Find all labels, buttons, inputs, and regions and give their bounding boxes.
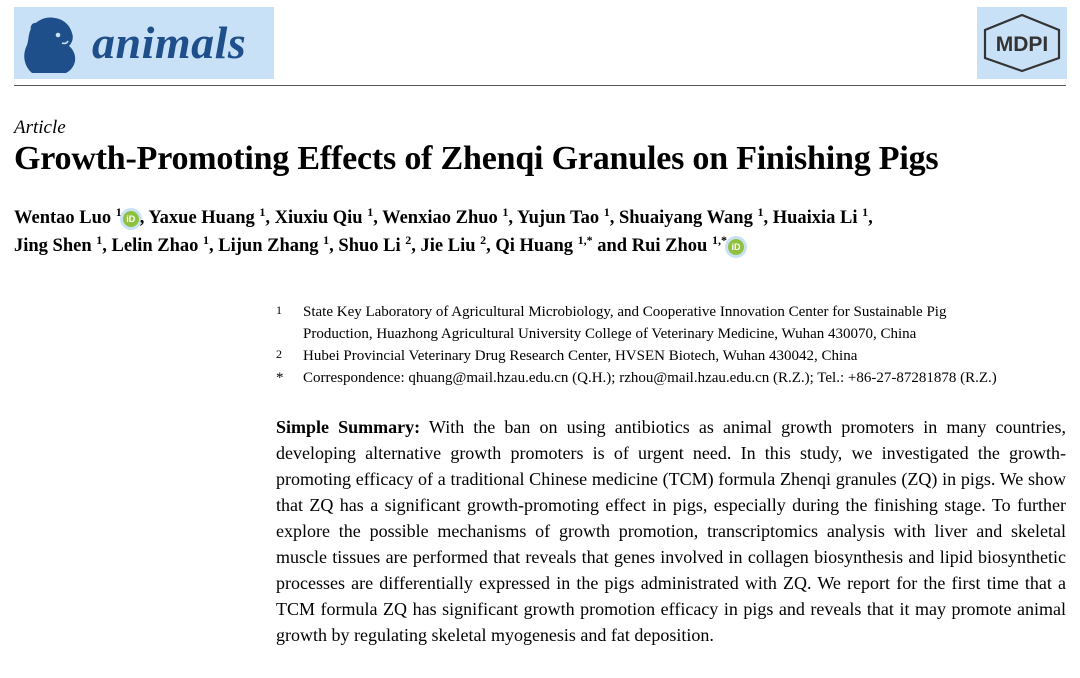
author-separator: , bbox=[609, 208, 619, 228]
author-name: Jing Shen bbox=[14, 236, 97, 256]
affiliation-line: Correspondence: qhuang@mail.hzau.edu.cn (Q.H.); rzhou@mail.hzau.edu.cn (R.Z.); Tel.: +86-27-87281878 (R.Z.) bbox=[303, 370, 997, 386]
affiliation-item bbox=[276, 301, 1076, 345]
author-name: Yujun Tao bbox=[516, 208, 604, 228]
author-separator: , bbox=[329, 236, 339, 256]
author-line-1 bbox=[14, 204, 1074, 232]
author-affiliation-mark: 1 bbox=[203, 233, 210, 247]
author-affiliation-mark: 1 bbox=[862, 205, 869, 219]
author-name: Wentao Luo bbox=[14, 208, 116, 228]
author-separator: , bbox=[102, 236, 112, 256]
author-affiliation-mark: 1 bbox=[603, 205, 610, 219]
author-name: Yaxue Huang bbox=[148, 208, 260, 228]
author-separator: , bbox=[508, 208, 517, 228]
author-affiliation-mark: 1 bbox=[115, 205, 122, 219]
author-separator: , bbox=[373, 208, 383, 228]
publisher-logo[interactable] bbox=[977, 7, 1067, 79]
affiliation-marker: * bbox=[276, 370, 284, 386]
simple-summary-label: Simple Summary: bbox=[276, 417, 421, 437]
author-name: Qi Huang bbox=[495, 236, 578, 256]
author-separator: , bbox=[265, 208, 275, 228]
author-separator: , bbox=[209, 236, 219, 256]
author-name: Lelin Zhao bbox=[111, 236, 204, 256]
author-affiliation-mark: 1 bbox=[323, 233, 330, 247]
journal-logo[interactable] bbox=[14, 7, 274, 79]
author-name: Shuaiyang Wang bbox=[618, 208, 758, 228]
author-affiliation-mark: 1 bbox=[367, 205, 374, 219]
author-separator: , bbox=[486, 236, 496, 256]
author-line-2 bbox=[14, 232, 1074, 260]
affiliation-text bbox=[303, 345, 1076, 367]
publisher-name: MDPI bbox=[995, 33, 1049, 56]
author-separator: , bbox=[411, 236, 421, 256]
author-affiliation-mark: 2 bbox=[480, 233, 487, 247]
author-affiliation-mark: 1 bbox=[96, 233, 103, 247]
author-affiliation-mark: 1 bbox=[259, 205, 266, 219]
author-separator: , bbox=[868, 208, 873, 228]
affiliation-item bbox=[276, 345, 1076, 367]
simple-summary-text: With the ban on using antibiotics as animal growth promoters in many countries, developing alternative growth promoters is of urgent need. In this study, we investigated the growth-promoting efficacy of a traditional Chinese medicine (TCM) formula Zhenqi granules (ZQ) in pigs. We show that ZQ has a significant growth-promoting effect in pigs, especially during the finishing stage. To further explore the possible mechanisms of growth promotion, transcriptomics analysis with liver and skeletal muscle tissues are performed that reveals that genes involved in collagen biosynthesis and lipid biosynthetic processes are differentially expressed in the pigs administrated with ZQ. We report for the first time that a TCM formula ZQ has significant growth promotion efficacy in pigs and reveals that it may promote animal growth by regulating skeletal myogenesis and fat deposition. bbox=[276, 417, 1066, 645]
simple-summary bbox=[276, 414, 1066, 648]
author-name: Shuo Li bbox=[338, 236, 406, 256]
mdpi-hexagon-icon bbox=[980, 12, 1064, 74]
affiliation-item bbox=[276, 367, 1076, 389]
affiliation-line: Production, Huazhong Agricultural University College of Veterinary Medicine, Wuhan 430070, China bbox=[303, 326, 917, 342]
author-separator: and bbox=[592, 236, 632, 256]
author-affiliation-mark: 2 bbox=[405, 233, 412, 247]
author-separator: , bbox=[139, 208, 149, 228]
affiliation-text bbox=[303, 301, 1076, 345]
article-title: Growth-Promoting Effects of Zhenqi Granules on Finishing Pigs bbox=[14, 140, 939, 177]
author-affiliation-mark: 1 bbox=[757, 205, 764, 219]
author-affiliation-mark: 1,* bbox=[577, 233, 593, 247]
affiliations bbox=[276, 301, 1076, 389]
author-list bbox=[14, 204, 1074, 260]
author-affiliation-mark: 1 bbox=[502, 205, 509, 219]
journal-name: animals bbox=[92, 17, 247, 68]
author-name: Huaixia Li bbox=[772, 208, 863, 228]
affiliation-line: Hubei Provincial Veterinary Drug Research Center, HVSEN Biotech, Wuhan 430042, China bbox=[303, 348, 858, 364]
affiliation-line: State Key Laboratory of Agricultural Microbiology, and Cooperative Innovation Center for Sustainable Pig bbox=[303, 304, 947, 320]
affiliation-text bbox=[303, 367, 1076, 389]
affiliation-marker: 1 bbox=[276, 303, 282, 317]
author-name: Rui Zhou bbox=[631, 236, 712, 256]
orcid-icon[interactable]: iD bbox=[728, 239, 744, 255]
orcid-icon[interactable]: iD bbox=[123, 211, 139, 227]
author-name: Lijun Zhang bbox=[218, 236, 324, 256]
author-name: Wenxiao Zhuo bbox=[382, 208, 503, 228]
article-type: Article bbox=[14, 117, 66, 138]
author-separator: , bbox=[763, 208, 773, 228]
author-name: Xiuxiu Qiu bbox=[274, 208, 368, 228]
affiliation-marker: 2 bbox=[276, 347, 282, 361]
author-name: Jie Liu bbox=[420, 236, 481, 256]
header-divider bbox=[14, 85, 1066, 86]
monkey-silhouette-icon bbox=[18, 11, 84, 75]
author-affiliation-mark: 1,* bbox=[711, 233, 727, 247]
